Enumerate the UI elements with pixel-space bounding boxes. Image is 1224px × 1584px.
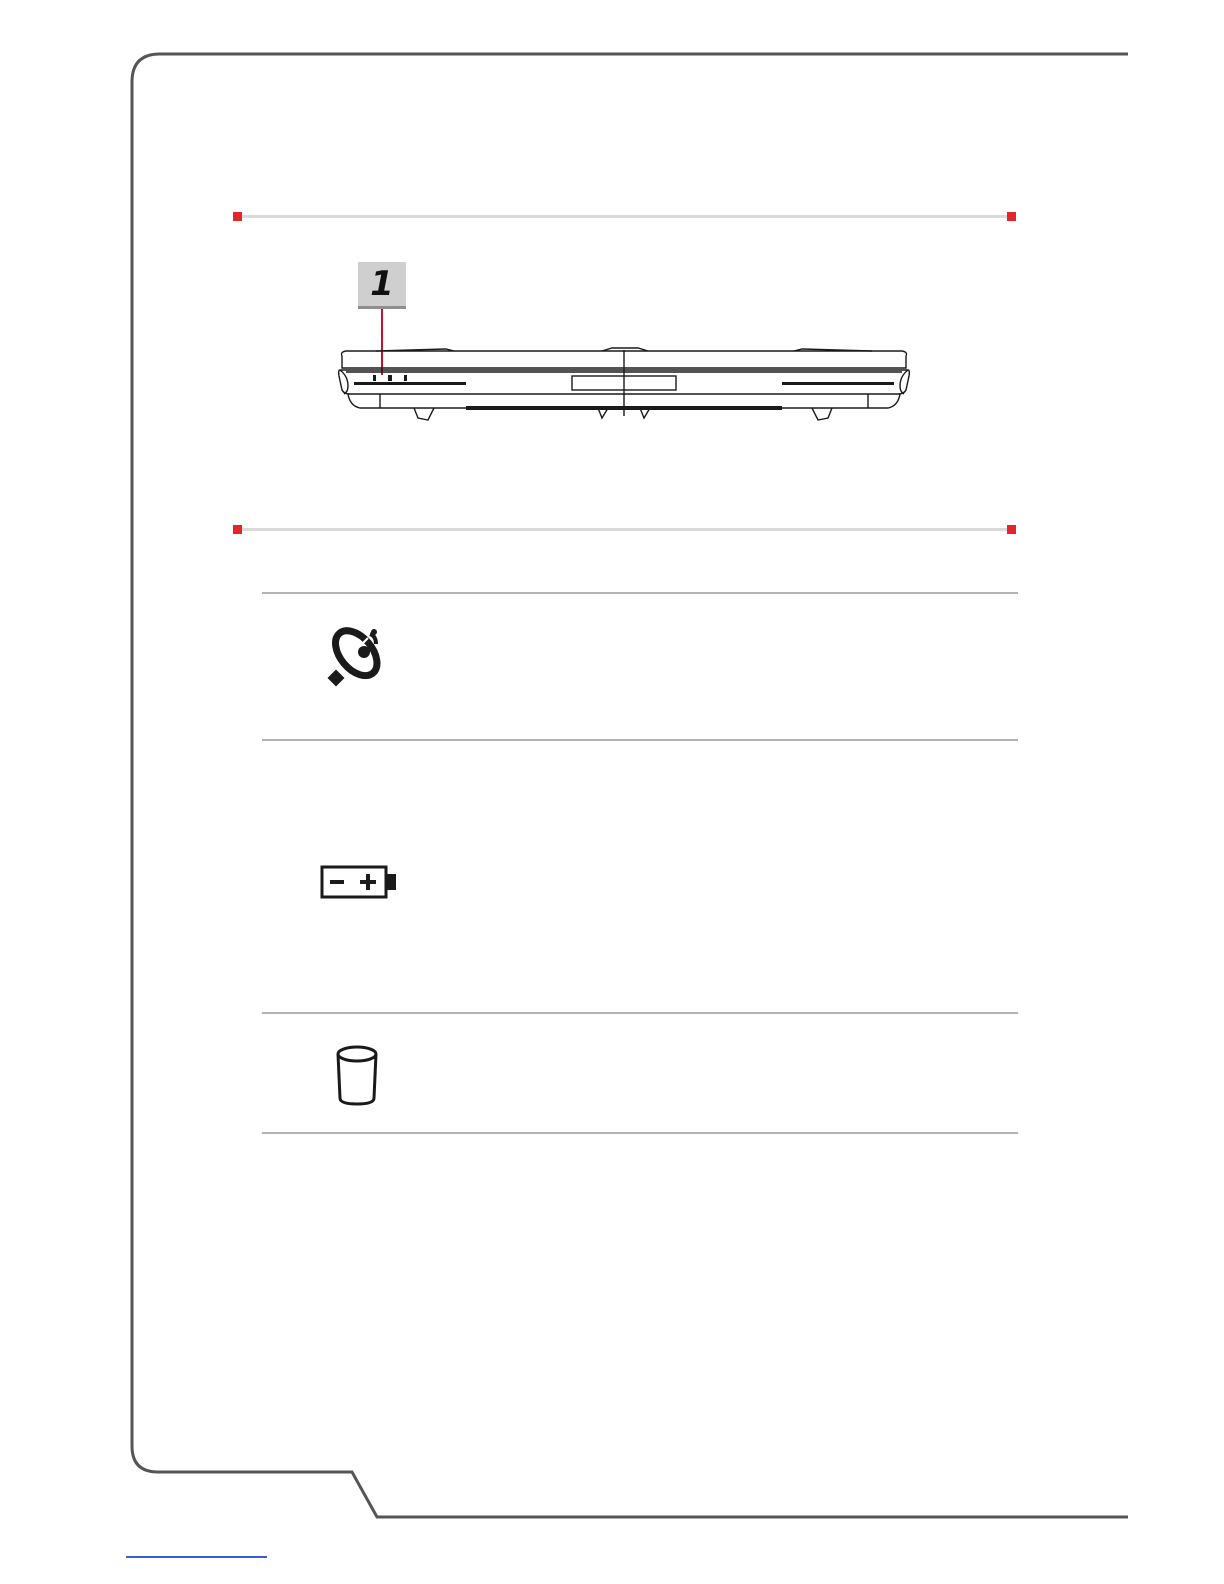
table-row-wireless [262,594,1018,739]
section-rule-top [238,215,1012,218]
led-indicator [388,375,392,381]
footer-link-underline[interactable] [126,1556,267,1558]
led-indicator [373,375,376,381]
section-rule-top-left-marker [233,212,242,221]
wireless-lan-icon [324,624,388,688]
battery-status-icon [320,865,398,901]
table-row-hdd [262,1014,1018,1132]
hard-disk-icon [332,1044,382,1108]
callout-label: 1 [370,264,394,304]
section-rule-middle-left-marker [233,525,242,534]
laptop-front-view-illustration [336,346,912,426]
table-row-battery [262,741,1018,1012]
section-rule-top-right-marker [1007,212,1016,221]
led-indicator [404,375,407,381]
table-rule-bottom [262,1132,1018,1134]
section-rule-middle [238,528,1012,531]
section-rule-middle-right-marker [1007,525,1016,534]
callout-badge [358,262,406,309]
